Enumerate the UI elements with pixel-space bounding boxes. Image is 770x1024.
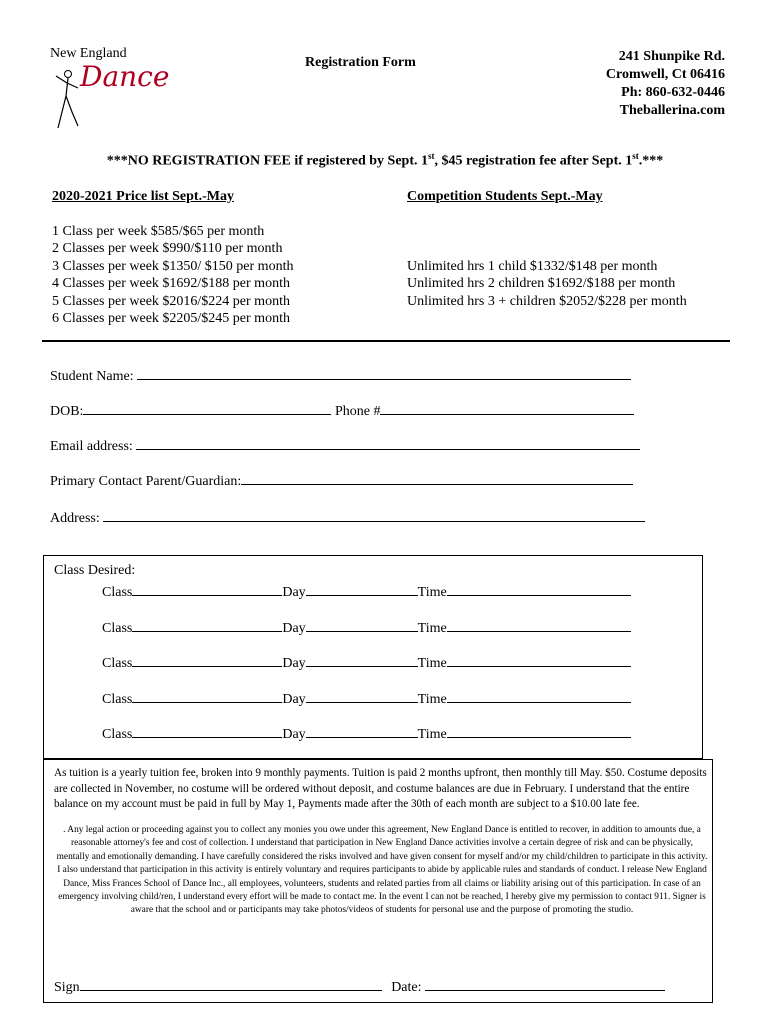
competition-item: Unlimited hrs 3 + children $2052/$228 per month (407, 293, 687, 309)
day-field[interactable] (306, 723, 418, 738)
student-name-row (50, 365, 631, 385)
day-label: Day (282, 727, 306, 742)
class-row (102, 723, 631, 743)
day-label: Day (282, 656, 306, 671)
phone-field[interactable] (380, 400, 634, 415)
price-item: 5 Classes per week $2016/$224 per month (52, 293, 290, 309)
class-label: Class (102, 585, 133, 600)
time-label: Time (417, 727, 447, 742)
website: Theballerina.com (619, 103, 725, 118)
time-label: Time (417, 692, 447, 707)
parent-label: Primary Contact Parent/Guardian: (50, 474, 242, 489)
class-label: Class (102, 727, 133, 742)
signature-row (54, 976, 665, 996)
city-address: Cromwell, Ct 06416 (605, 67, 725, 82)
price-item: 2 Classes per week $990/$110 per month (52, 241, 283, 256)
price-item: 4 Classes per week $1692/$188 per month (52, 276, 290, 291)
class-field[interactable] (132, 652, 282, 667)
class-row (102, 688, 631, 708)
parent-row (50, 470, 633, 490)
class-label: Class (102, 621, 133, 636)
signature-field[interactable] (80, 976, 382, 991)
class-label: Class (102, 656, 133, 671)
parent-field[interactable] (241, 470, 633, 485)
registration-fee-notice (0, 151, 770, 170)
sign-label: Sign (54, 980, 80, 995)
tuition-terms: As tuition is a yearly tuition fee, broken into 9 monthly payments. Tuition is paid 2 months upfront, then monthly till May. $50. Costume deposits are collected in November, no costume will be ordered without deposit, and costume balances are due in February. I understand that the entire balance on my account must be paid in full by May 1, Payments made after the 30th of each month are subject to a $10.00 late fee. (54, 767, 707, 810)
dancer-figure-icon (52, 68, 82, 132)
date-field[interactable] (425, 976, 665, 991)
class-desired-title: Class Desired: (54, 563, 136, 578)
day-field[interactable] (306, 617, 418, 632)
phone-label: Phone # (334, 404, 381, 419)
dob-field[interactable] (83, 400, 331, 415)
price-item: 1 Class per week $585/$65 per month (52, 223, 265, 239)
time-field[interactable] (447, 617, 631, 632)
email-row (50, 435, 640, 455)
logo-line2: Dance (80, 60, 170, 93)
fee-notice-part3: .*** (638, 153, 664, 169)
time-label: Time (417, 585, 447, 600)
address-block (606, 48, 725, 120)
day-field[interactable] (306, 581, 418, 596)
day-label: Day (282, 621, 306, 636)
class-field[interactable] (132, 723, 282, 738)
day-label: Day (282, 585, 306, 600)
dob-label: DOB: (50, 404, 84, 419)
competition-item: Unlimited hrs 1 child $1332/$148 per month (407, 258, 658, 274)
class-row (102, 581, 631, 601)
competition-heading: Competition Students Sept.-May (407, 189, 603, 204)
dob-phone-row (50, 400, 634, 420)
student-name-field[interactable] (137, 365, 631, 380)
price-item: 3 Classes per week $1350/ $150 per month (52, 258, 294, 274)
class-label: Class (102, 692, 133, 707)
time-field[interactable] (447, 723, 631, 738)
class-row (102, 617, 631, 637)
time-label: Time (417, 621, 447, 636)
fee-notice-part2: , $45 registration fee after Sept. 1 (434, 153, 633, 169)
time-field[interactable] (447, 652, 631, 667)
competition-item: Unlimited hrs 2 children $1692/$188 per month (407, 276, 676, 291)
address-row (50, 507, 645, 527)
price-list (52, 188, 293, 328)
day-field[interactable] (306, 652, 418, 667)
fee-notice-sup1: st (427, 151, 435, 161)
day-label: Day (282, 692, 306, 707)
section-divider (42, 340, 730, 342)
street-address: 241 Shunpike Rd. (618, 49, 725, 64)
class-row (102, 652, 631, 672)
class-field[interactable] (132, 688, 282, 703)
email-label: Email address: (50, 439, 133, 454)
address-label: Address: (50, 511, 100, 526)
competition-price-list (407, 188, 687, 310)
email-field[interactable] (136, 435, 640, 450)
liability-waiver: . Any legal action or proceeding against you to collect any monies you owe under this agreement, New England Dance is entitled to recover, in addition to amounts due, a reasonable attorney's fee and cost of collection. I understand that participation in New England Dance activities involve a certain degree of risk and can be physically, mentally and emotionally demanding. I have carefully considered the risks involved and have given consent for myself and/or my child/children to participate in this activity. I also understand that participation in this activity is entirely voluntary and requires participants to abide by applicable rules and standards of conduct. I release New England Dance, Miss Frances School of Dance Inc., all employees, volunteers, students and related parties from all claims or liability arising out of this participation. In case of an emergency involving child/ren, I understand every effort will be made to contact me. In the event I can not be reached, I hereby give my permission to contact 911. Signer is aware that the school and or participants may take photos/videos of students for personal use and the purpose of promoting the studio. (56, 825, 708, 916)
date-label: Date: (391, 980, 422, 995)
fee-notice-sup2: st (632, 151, 639, 161)
time-field[interactable] (447, 688, 631, 703)
student-name-label: Student Name: (50, 369, 134, 384)
logo (50, 46, 170, 136)
price-item: 6 Classes per week $2205/$245 per month (52, 311, 290, 326)
time-field[interactable] (447, 581, 631, 596)
page-title: Registration Form (305, 55, 416, 70)
fee-notice-part1: ***NO REGISTRATION FEE if registered by Sept. 1 (106, 153, 428, 169)
price-list-heading: 2020-2021 Price list Sept.-May (52, 189, 234, 204)
class-field[interactable] (132, 617, 282, 632)
class-field[interactable] (132, 581, 282, 596)
logo-line1: New England (50, 46, 127, 61)
address-field[interactable] (103, 507, 645, 522)
day-field[interactable] (306, 688, 418, 703)
time-label: Time (417, 656, 447, 671)
phone-number: Ph: 860-632-0446 (621, 85, 725, 100)
